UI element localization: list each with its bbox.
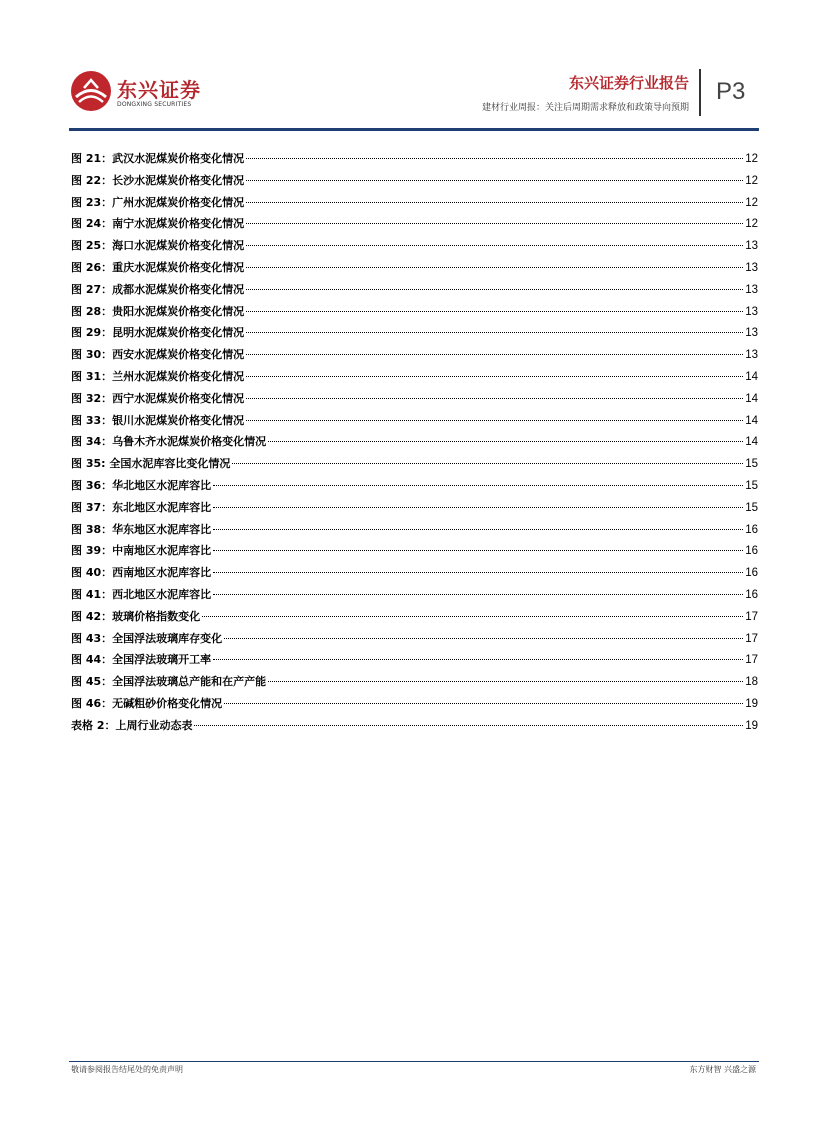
toc-entry[interactable] [71, 608, 758, 630]
toc-dot-leader [246, 311, 743, 312]
toc-dot-leader [202, 616, 743, 617]
toc-entry-label: 图 22：长沙水泥煤炭价格变化情况 [71, 173, 245, 187]
toc-entry-page: 14 [745, 414, 758, 427]
footer-rule [69, 1061, 759, 1062]
toc-entry-page: 17 [745, 610, 758, 623]
toc-entry-label: 图 42：玻璃价格指数变化 [71, 609, 201, 623]
toc-dot-leader [246, 223, 743, 224]
toc-entry[interactable] [71, 215, 758, 237]
toc-entry-page: 14 [745, 370, 758, 383]
toc-entry[interactable] [71, 695, 758, 717]
toc-entry[interactable] [71, 412, 758, 434]
toc-dot-leader [246, 202, 743, 203]
toc-entry[interactable] [71, 237, 758, 259]
toc-dot-leader [213, 659, 743, 660]
toc-entry-label: 图 25：海口水泥煤炭价格变化情况 [71, 239, 245, 253]
toc-entry-page: 13 [745, 283, 758, 296]
toc-dot-leader [213, 507, 743, 508]
toc-dot-leader [246, 420, 743, 421]
toc-dot-leader [232, 463, 743, 464]
toc-entry-page: 16 [745, 567, 758, 580]
toc-entry[interactable] [71, 477, 758, 499]
toc-dot-leader [246, 398, 743, 399]
toc-entry-label: 图 26：重庆水泥煤炭价格变化情况 [71, 260, 245, 274]
toc-entry-label: 图 29：昆明水泥煤炭价格变化情况 [71, 326, 245, 340]
toc-entry-page: 16 [745, 545, 758, 558]
toc-entry[interactable] [71, 630, 758, 652]
toc-entry-page: 16 [745, 523, 758, 536]
toc-entry[interactable] [71, 521, 758, 543]
toc-entry-label: 图 34：乌鲁木齐水泥煤炭价格变化情况 [71, 435, 267, 449]
toc-entry[interactable] [71, 499, 758, 521]
report-title: 东兴证券行业报告 [568, 74, 689, 92]
toc-entry-page: 13 [745, 327, 758, 340]
toc-entry-label: 图 31：兰州水泥煤炭价格变化情况 [71, 369, 245, 383]
logo-english-name: DONGXING SECURITIES [117, 101, 192, 108]
toc-entry-label: 图 27：成都水泥煤炭价格变化情况 [71, 282, 245, 296]
toc-dot-leader [246, 267, 743, 268]
toc-entry-label: 图 40：西南地区水泥库容比 [71, 566, 212, 580]
company-logo [70, 70, 230, 114]
toc-entry-label: 图 21：武汉水泥煤炭价格变化情况 [71, 152, 245, 165]
report-subtitle: 建材行业周报：关注后周期需求释放和政策导向预期 [481, 103, 689, 113]
toc-entry-page: 12 [745, 218, 758, 231]
toc-entry-label: 图 33：银川水泥煤炭价格变化情况 [71, 413, 245, 427]
toc-dot-leader [246, 354, 743, 355]
toc-entry-label: 图 45：全国浮法玻璃总产能和在产产能 [71, 675, 267, 689]
toc-entry-label: 图 23：广州水泥煤炭价格变化情况 [71, 195, 245, 209]
toc-entry-page: 15 [745, 458, 758, 471]
toc-entry[interactable] [71, 259, 758, 281]
footer-disclaimer: 敬请参阅报告结尾处的免责声明 [71, 1065, 183, 1074]
toc-entry-label: 图 46：无碱粗砂价格变化情况 [71, 696, 223, 710]
toc-dot-leader [246, 376, 743, 377]
toc-entry-label: 图 28：贵阳水泥煤炭价格变化情况 [71, 304, 245, 318]
toc-dot-leader [268, 681, 743, 682]
toc-entry[interactable] [71, 150, 758, 172]
toc-entry[interactable] [71, 673, 758, 695]
toc-entry-label: 表格 2：上周行业动态表 [71, 718, 193, 732]
toc-entry-label: 图 37：东北地区水泥库容比 [71, 500, 212, 514]
toc-entry[interactable] [71, 303, 758, 325]
toc-entry-page: 13 [745, 240, 758, 253]
toc-entry[interactable] [71, 172, 758, 194]
toc-entry-page: 14 [745, 392, 758, 405]
header-separator [699, 69, 701, 116]
toc-entry-page: 16 [745, 588, 758, 601]
toc-dot-leader [194, 725, 743, 726]
toc-dot-leader [213, 529, 743, 530]
toc-entry-page: 19 [745, 719, 758, 732]
toc-entry-page: 12 [745, 196, 758, 209]
toc-dot-leader [246, 332, 743, 333]
toc-dot-leader [246, 158, 743, 159]
toc-entry-label: 图 24：南宁水泥煤炭价格变化情况 [71, 217, 245, 231]
toc-entry[interactable] [71, 564, 758, 586]
toc-entry-page: 13 [745, 261, 758, 274]
footer-slogan: 东方财智 兴盛之源 [689, 1065, 756, 1074]
toc-entry[interactable] [71, 433, 758, 455]
toc-entry-page: 12 [745, 153, 758, 165]
toc-dot-leader [213, 594, 743, 595]
page-number: P3 [716, 78, 746, 105]
figure-list [71, 150, 758, 739]
toc-entry-page: 15 [745, 479, 758, 492]
toc-entry-page: 13 [745, 305, 758, 318]
toc-entry-label: 图 43：全国浮法玻璃库存变化 [71, 631, 223, 645]
toc-entry-label: 图 36：华北地区水泥库容比 [71, 478, 212, 492]
toc-entry-page: 19 [745, 697, 758, 710]
toc-dot-leader [213, 550, 743, 551]
toc-entry-label: 图 35: 全国水泥库容比变化情况 [71, 457, 231, 471]
logo-mark-icon [70, 70, 112, 112]
toc-dot-leader [224, 638, 743, 639]
toc-entry-label: 图 30：西安水泥煤炭价格变化情况 [71, 348, 245, 362]
toc-entry[interactable] [71, 542, 758, 564]
toc-entry-page: 13 [745, 349, 758, 362]
toc-dot-leader [224, 703, 743, 704]
toc-dot-leader [213, 485, 743, 486]
toc-entry-label: 图 44：全国浮法玻璃开工率 [71, 653, 212, 667]
toc-dot-leader [268, 441, 743, 442]
toc-entry[interactable] [71, 281, 758, 303]
toc-entry[interactable] [71, 324, 758, 346]
toc-entry-page: 18 [745, 676, 758, 689]
toc-entry-page: 14 [745, 436, 758, 449]
toc-entry[interactable] [71, 717, 758, 739]
toc-dot-leader [246, 245, 743, 246]
toc-dot-leader [246, 289, 743, 290]
toc-entry[interactable] [71, 368, 758, 390]
toc-entry-label: 图 32：西宁水泥煤炭价格变化情况 [71, 391, 245, 405]
toc-entry-page: 17 [745, 654, 758, 667]
toc-entry[interactable] [71, 455, 758, 477]
toc-entry[interactable] [71, 194, 758, 216]
toc-dot-leader [213, 572, 743, 573]
toc-entry[interactable] [71, 390, 758, 412]
toc-entry-label: 图 39：中南地区水泥库容比 [71, 544, 212, 558]
toc-entry-label: 图 38：华东地区水泥库容比 [71, 522, 212, 536]
toc-entry-page: 15 [745, 501, 758, 514]
toc-entry[interactable] [71, 346, 758, 368]
toc-dot-leader [246, 180, 743, 181]
toc-entry-page: 17 [745, 632, 758, 645]
toc-entry-label: 图 41：西北地区水泥库容比 [71, 587, 212, 601]
toc-entry[interactable] [71, 651, 758, 673]
header-rule [69, 128, 759, 131]
toc-entry-page: 12 [745, 174, 758, 187]
logo-chinese-name: 东兴证券 [117, 78, 201, 102]
toc-entry[interactable] [71, 586, 758, 608]
